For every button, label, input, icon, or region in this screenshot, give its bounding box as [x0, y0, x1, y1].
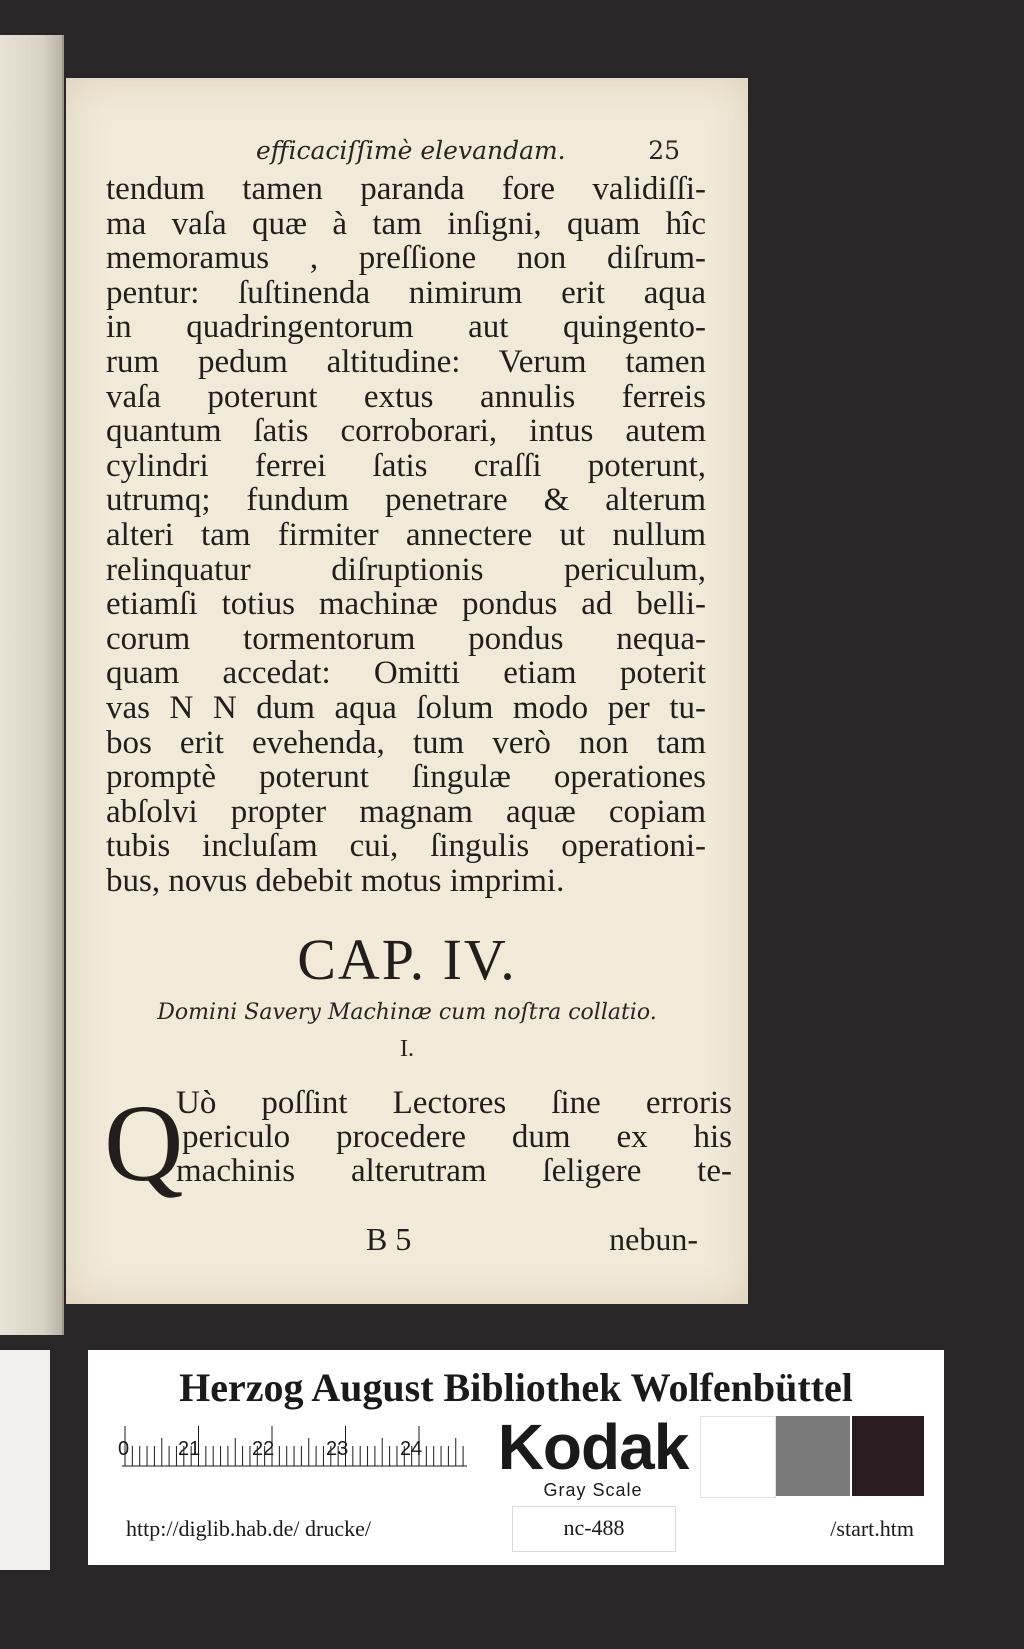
drop-initial: Q — [104, 1082, 184, 1204]
facing-page-edge — [0, 35, 64, 1335]
text-line: etiamſi totius machinæ pondus ad belli- — [106, 586, 706, 623]
kodak-logo: Kodak — [497, 1411, 689, 1483]
text-line: ma vaſa quæ à tam inſigni, quam hîc — [106, 205, 706, 242]
text-line: periculo procedere dum ex his — [182, 1119, 732, 1155]
catchword: nebun- — [609, 1221, 698, 1257]
url-end: /start.htm — [830, 1516, 914, 1541]
library-name: Herzog August Bibliothek Wolfenbüttel — [179, 1365, 853, 1410]
text-line: relinquatur diſruptionis periculum, — [106, 551, 706, 588]
text-line: bus, novus debebit motus imprimi. — [106, 862, 565, 899]
facing-page-strip — [0, 1350, 50, 1570]
text-line: in quadringentorum aut quingento- — [106, 309, 706, 346]
text-line: alteri tam firmiter annectere ut nullum — [106, 516, 706, 553]
signature-mark: B 5 — [366, 1221, 412, 1257]
text-line: quantum ſatis corroborari, intus autem — [106, 413, 706, 450]
body-text — [106, 172, 706, 898]
shelfmark-box — [512, 1506, 676, 1552]
gray-swatch-mid — [776, 1416, 850, 1496]
ruler-label: 23 — [326, 1438, 349, 1460]
text-line: tendum tamen paranda fore validiſſi- — [106, 171, 706, 207]
text-line: memoramus , preſſione non diſrum- — [106, 240, 706, 277]
chapter-subtitle: Domini Savery Machinæ cum noſtra collatio. — [157, 1000, 657, 1025]
url-start: http://diglib.hab.de/ drucke/ — [126, 1516, 372, 1541]
ruler-label: 0 — [118, 1438, 130, 1460]
running-title: efficaciſſimè elevandam. — [256, 136, 566, 165]
text-line: rum pedum altitudine: Verum tamen — [106, 343, 706, 380]
gray-swatch-white — [700, 1416, 776, 1498]
page-number: 25 — [648, 136, 680, 165]
library-color-card — [88, 1350, 944, 1565]
text-line: vas N N dum aqua ſolum modo per tu- — [106, 689, 706, 726]
text-line: Uò poſſint Lectores ſine erroris — [176, 1085, 732, 1121]
gray-swatch-dark — [852, 1416, 924, 1496]
text-line: corum tormentorum pondus nequa- — [106, 620, 706, 657]
book-page — [66, 78, 748, 1304]
text-line: vaſa poterunt extus annulis ferreis — [106, 378, 706, 415]
text-line: pentur: ſuſtinenda nimirum erit aqua — [106, 274, 706, 311]
ruler-label: 22 — [252, 1438, 275, 1460]
text-line: quam accedat: Omitti etiam poterit — [106, 655, 706, 692]
text-line: machinis alterutram ſeligere te- — [176, 1153, 732, 1189]
text-line: cylindri ferrei ſatis craſſi poterunt, — [106, 447, 706, 484]
text-line: abſolvi propter magnam aquæ copiam — [106, 793, 706, 830]
gray-scale-label: Gray Scale — [543, 1480, 643, 1500]
text-line: promptè poterunt ſingulæ operationes — [106, 759, 706, 796]
shelfmark: nc-488 — [563, 1515, 625, 1540]
section-number: I. — [400, 1036, 414, 1062]
text-line: tubis incluſam cui, ſingulis operationi- — [106, 828, 706, 865]
text-line: utrumq; fundum penetrare & alterum — [106, 482, 706, 519]
ruler-label: 24 — [400, 1438, 423, 1460]
text-line: bos erit evehenda, tum verò non tam — [106, 724, 706, 761]
ruler-label: 21 — [178, 1438, 201, 1460]
chapter-title: CAP. IV. — [297, 927, 517, 992]
paragraph-text — [176, 1086, 732, 1188]
running-head — [66, 136, 748, 176]
